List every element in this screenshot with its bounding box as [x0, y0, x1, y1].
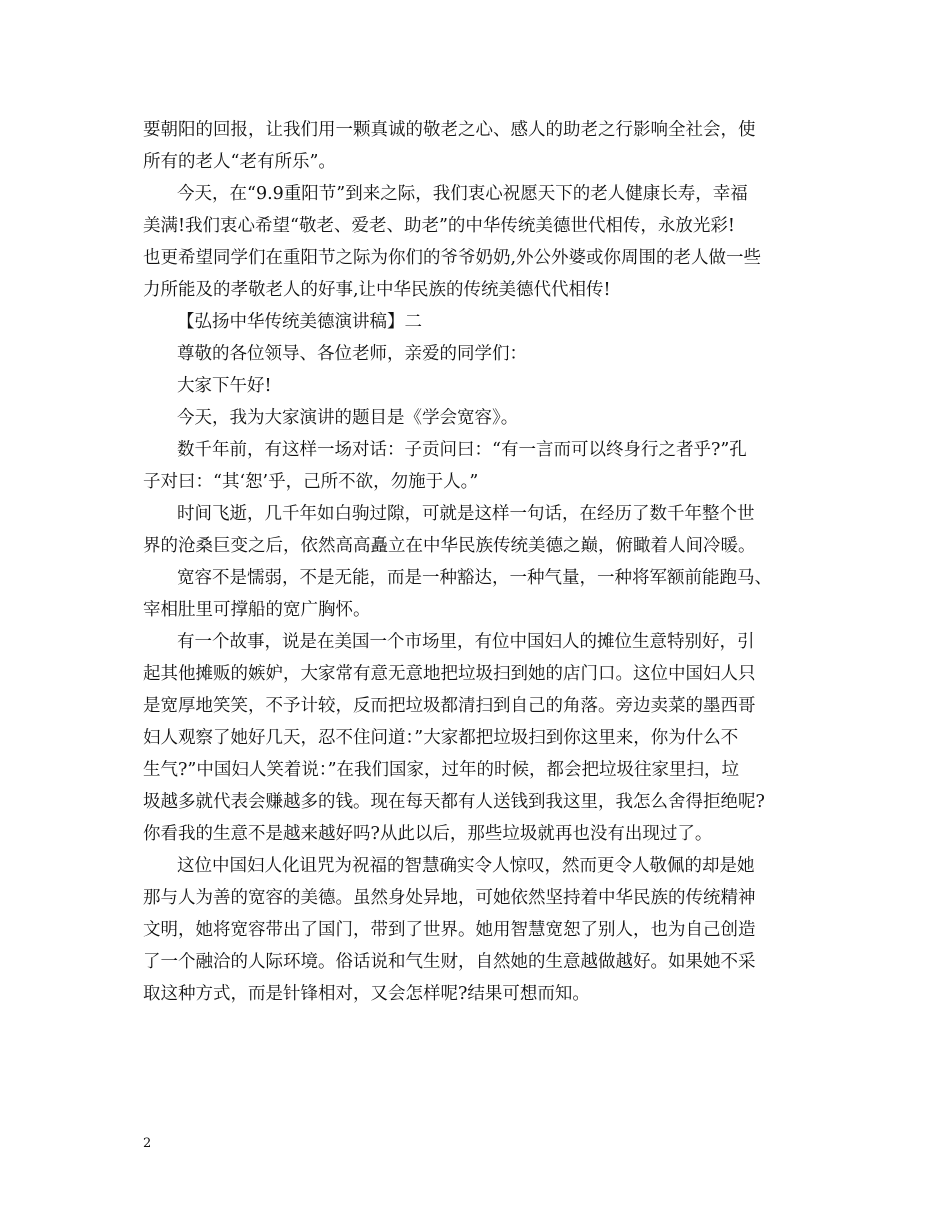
text-line: 美满!我们衷心希望“敬老、爱老、助老”的中华传统美德世代相传，永放光彩! — [143, 216, 735, 236]
text-line: 所有的老人“老有所乐”。 — [143, 152, 336, 172]
text-line: 宽容不是懦弱，不是无能，而是一种豁达，一种气量，一种将军额前能跑马、 — [177, 568, 772, 588]
text-line: 数千年前，有这样一场对话：子贡问曰：“有一言而可以终身行之者乎?”孔 — [177, 440, 747, 460]
text-line: 尊敬的各位领导、各位老师，亲爱的同学们： — [177, 344, 527, 364]
text-line: 了一个融洽的人际环境。俗话说和气生财，自然她的生意越做越好。如果她不采 — [143, 952, 756, 972]
text-line: 也更希望同学们在重阳节之际为你们的爷爷奶奶,外公外婆或你周围的老人做一些 — [143, 248, 762, 268]
text-line: 子对曰：“其‘恕’乎，己所不欲，勿施于人。” — [143, 472, 479, 492]
text-line: 起其他摊贩的嫉妒，大家常有意无意地把垃圾扫到她的店门口。这位中国妇人只 — [143, 664, 756, 684]
text-line: 这位中国妇人化诅咒为祝福的智慧确实令人惊叹，然而更令人敬佩的却是她 — [177, 856, 755, 876]
text-line: 大家下午好! — [177, 376, 272, 396]
text-line: 今天，我为大家演讲的题目是《学会宽容》。 — [177, 408, 519, 428]
text-line: 要朝阳的回报，让我们用一颗真诚的敬老之心、感人的助老之行影响全社会，使 — [143, 120, 756, 140]
text-line: 时间飞逝，几千年如白驹过隙，可就是这样一句话，在经历了数千年整个世 — [177, 504, 755, 524]
text-line: 你看我的生意不是越来越好吗?从此以后，那些垃圾就再也没有出现过了。 — [143, 824, 713, 844]
text-line: 生气?”中国妇人笑着说：”在我们国家，过年的时候，都会把垃圾往家里扫，垃 — [143, 760, 740, 780]
text-line: 圾越多就代表会赚越多的钱。现在每天都有人送钱到我这里，我怎么舍得拒绝呢? — [143, 792, 765, 812]
text-line: 宰相肚里可撑船的宽广胸怀。 — [143, 600, 371, 620]
text-line: 【弘扬中华传统美德演讲稿】二 — [177, 312, 422, 332]
text-line: 取这种方式，而是针锋相对，又会怎样呢?结果可想而知。 — [143, 984, 590, 1004]
document-body — [143, 114, 827, 1010]
text-line: 今天，在“9.9重阳节”到来之际，我们衷心祝愿天下的老人健康长寿，幸福 — [177, 184, 748, 204]
page-number: 2 — [143, 1136, 152, 1151]
text-line: 那与人为善的宽容的美德。虽然身处异地，可她依然坚持着中华民族的传统精神 — [143, 888, 756, 908]
text-line: 界的沧桑巨变之后，依然高高矗立在中华民族传统美德之巅，俯瞰着人间冷暖。 — [143, 536, 756, 556]
text-line: 文明，她将宽容带出了国门，带到了世界。她用智慧宽恕了别人，也为自己创造 — [143, 920, 756, 940]
text-line: 力所能及的孝敬老人的好事,让中华民族的传统美德代代相传! — [143, 280, 611, 300]
text-line: 妇人观察了她好几天，忍不住问道：”大家都把垃圾扫到你这里来，你为什么不 — [143, 728, 739, 748]
text-line: 有一个故事，说是在美国一个市场里，有位中国妇人的摊位生意特别好，引 — [177, 632, 755, 652]
text-line: 是宽厚地笑笑，不予计较，反而把垃圾都清扫到自己的角落。旁边卖菜的墨西哥 — [143, 696, 756, 716]
